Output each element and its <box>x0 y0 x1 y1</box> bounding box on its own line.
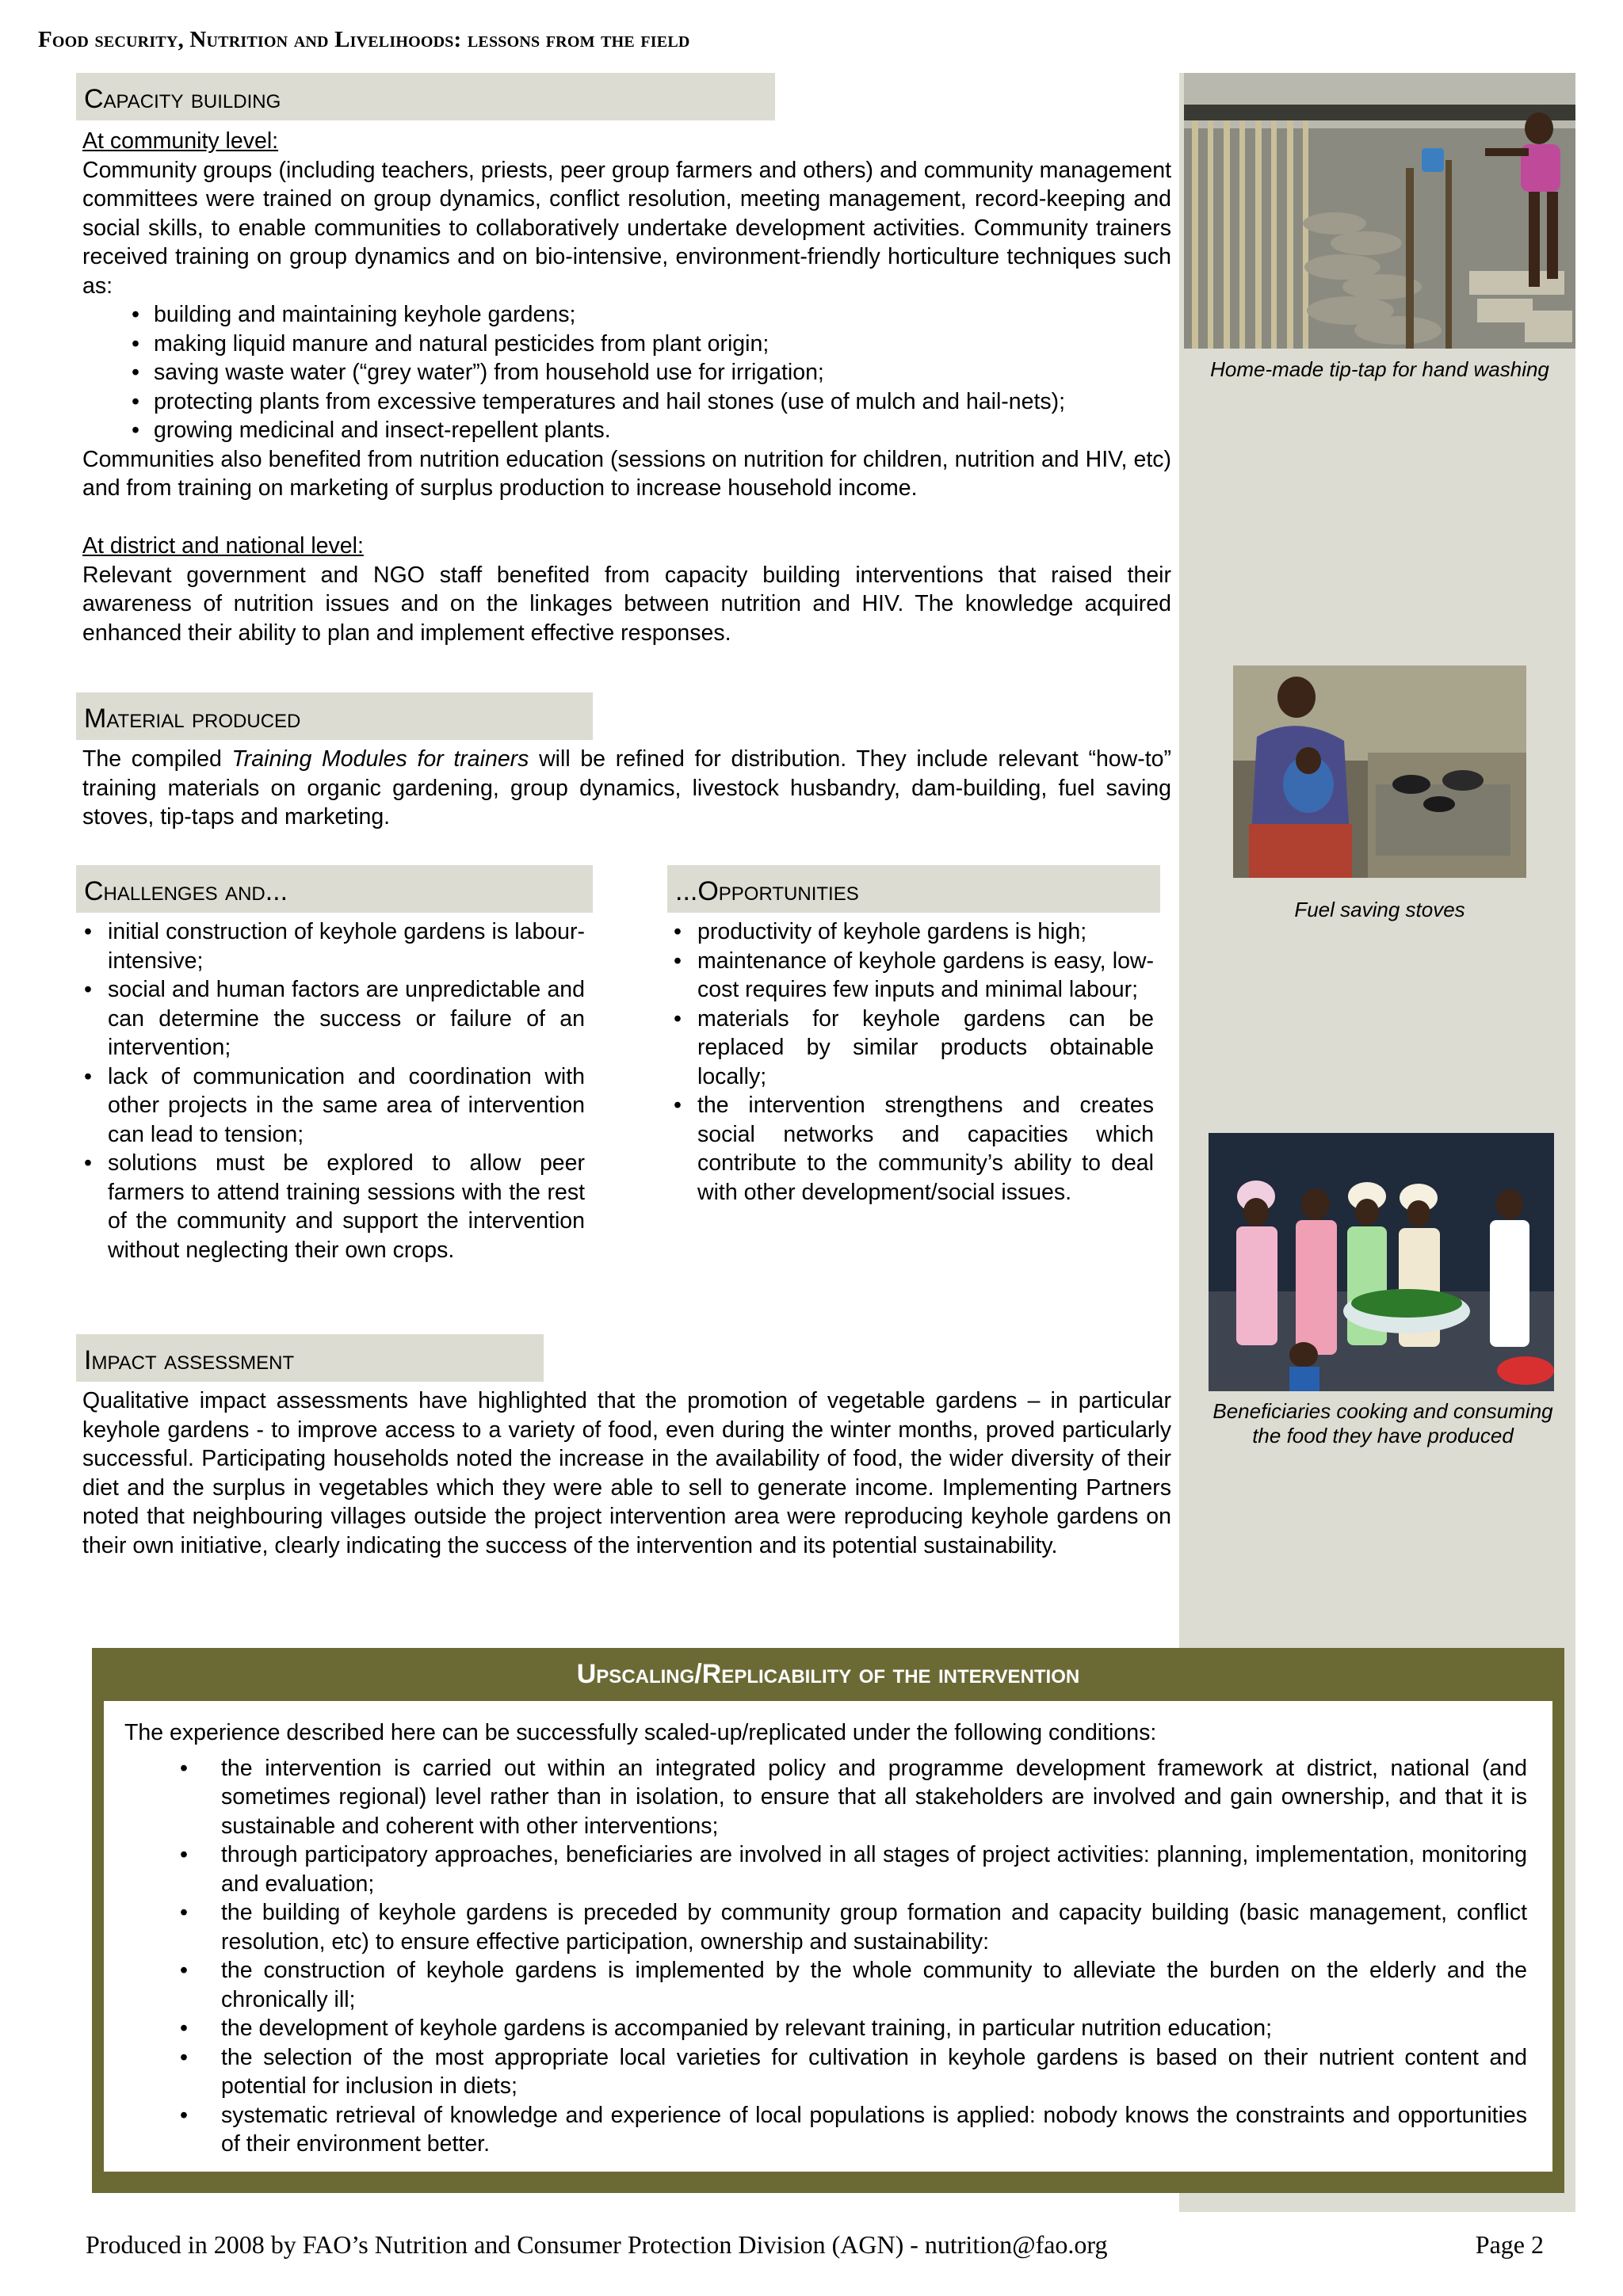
page-footer <box>86 2230 1544 2260</box>
upscaling-intro: The experience described here can be successfully scaled-up/replicated under the following conditions: <box>124 1720 1157 1745</box>
community-paragraph-2: Communities also benefited from nutrition education (sessions on nutrition for children, nutrition and HIV, etc) and from training on marketing of surplus production to increase household income. <box>82 446 1171 501</box>
material-produced-body <box>82 745 1171 832</box>
community-level-subheading: At community level: <box>82 128 279 154</box>
page-number: Page 2 <box>1475 2230 1544 2259</box>
challenges-list <box>82 917 585 1264</box>
opportunities-body <box>672 917 1154 1207</box>
capacity-building-heading: Capacity building <box>76 73 775 120</box>
list-item: • through participatory approaches, beneficiaries are involved in all stages of project activities: planning, implementation, monitoring and evaluation; <box>221 1840 1527 1898</box>
list-item: • solutions must be explored to allow peer farmers to attend training sessions with the rest of the community and support the intervention without neglecting their own crops. <box>108 1149 585 1264</box>
beneficiaries-photo <box>1209 1133 1554 1391</box>
capacity-building-body <box>82 127 1171 647</box>
list-item: • initial construction of keyhole gardens is labour-intensive; <box>108 917 585 975</box>
list-item: • making liquid manure and natural pesticides from plant origin; <box>154 330 1171 359</box>
conditions-list <box>124 1754 1527 2159</box>
community-paragraph: Community groups (including teachers, priests, peer group farmers and others) and community management committees were trained on group dynamics, conflict resolution, meeting management, record-keeping and social skills, to enable communities to collaboratively undertake development activities. Community trainers received training on group dynamics and on bio-intensive, environment-friendly horticulture techniques such as: <box>82 157 1171 299</box>
list-item: • maintenance of keyhole gardens is easy, low-cost requires few inputs and minimal labour; <box>697 947 1154 1005</box>
list-item: • saving waste water (“grey water”) from household use for irrigation; <box>154 358 1171 387</box>
beneficiaries-caption: Beneficiaries cooking and consuming the food they have produced <box>1212 1399 1553 1447</box>
list-item: • social and human factors are unpredictable and can determine the success or failure of an intervention; <box>108 975 585 1062</box>
material-paragraph: The compiled Training Modules for trainers will be refined for distribution. They include relevant “how-to” training materials on organic gardening, group dynamics, livestock husbandry, dam-building, fuel saving stoves, tip-taps and marketing. <box>82 746 1171 830</box>
list-item: • the construction of keyhole gardens is implemented by the whole community to alleviate the burden on the elderly and the chronically ill; <box>221 1956 1527 2014</box>
material-produced-heading: Material produced <box>76 692 593 740</box>
list-item: • the development of keyhole gardens is accompanied by relevant training, in particular nutrition education; <box>221 2014 1527 2043</box>
list-item: • the intervention is carried out within an integrated policy and programme development framework at district, national (and sometimes regional) level rather than in isolation, to ensure that all stakeholders are involved and gain ownership, and that it is sustainable and coherent with other interventions; <box>221 1754 1527 1841</box>
list-item: • the intervention strengthens and creates social networks and capacities which contribute to the community’s ability to deal with other development/social issues. <box>697 1091 1154 1207</box>
list-item: • productivity of keyhole gardens is high; <box>697 917 1154 947</box>
impact-paragraph: Qualitative impact assessments have highlighted that the promotion of vegetable gardens – in particular keyhole gardens - to improve access to a variety of food, even during the winter months, proved particularly successful. Participating households noted the increase in the availability of food, the wider diversity of their diet and the surplus in vegetables which they were able to sell to generate income. Implementing Partners noted that neighbouring villages outside the project intervention area were reproducing keyhole gardens on their own initiative, clearly indicating the success of the intervention and its potential sustainability. <box>82 1388 1171 1558</box>
challenges-heading: Challenges and... <box>76 865 593 913</box>
list-item: • the building of keyhole gardens is preceded by community group formation and capacity building (basic management, conflict resolution, etc) to ensure effective participation, ownership and sustainability: <box>221 1898 1527 1956</box>
running-header: Food security, Nutrition and Livelihoods: lessons from the field <box>38 27 690 52</box>
techniques-list <box>82 300 1171 445</box>
footer-credit: Produced in 2008 by FAO’s Nutrition and Consumer Protection Division (AGN) - nutrition@fao.org <box>86 2230 1108 2259</box>
impact-assessment-body <box>82 1386 1171 1560</box>
upscaling-title: Upscaling/Replicability of the intervention <box>576 1659 1080 1689</box>
district-paragraph: Relevant government and NGO staff benefited from capacity building interventions that raised their awareness of nutrition issues and on the linkages between nutrition and HIV. The knowledge acquired enhanced their ability to plan and implement effective responses. <box>82 562 1171 646</box>
list-item: • systematic retrieval of knowledge and experience of local populations is applied: nobody knows the constraints and opportunities of their environment better. <box>221 2101 1527 2159</box>
list-item: • the selection of the most appropriate local varieties for cultivation in keyhole gardens is based on their nutrient content and potential for inclusion in diets; <box>221 2043 1527 2101</box>
list-item: • growing medicinal and insect-repellent plants. <box>154 416 1171 445</box>
list-item: • protecting plants from excessive temperatures and hail stones (use of mulch and hail-nets); <box>154 387 1171 417</box>
upscaling-box <box>92 1648 1564 2193</box>
tip-tap-photo <box>1184 73 1575 349</box>
list-item: • materials for keyhole gardens can be replaced by similar products obtainable locally; <box>697 1005 1154 1092</box>
list-item: • building and maintaining keyhole gardens; <box>154 300 1171 330</box>
opportunities-list <box>672 917 1154 1207</box>
upscaling-content <box>101 1699 1555 2174</box>
opportunities-heading: ...Opportunities <box>667 865 1160 913</box>
district-level-subheading: At district and national level: <box>82 533 364 559</box>
challenges-body <box>82 917 585 1264</box>
fuel-stove-caption: Fuel saving stoves <box>1294 898 1465 921</box>
tip-tap-caption: Home-made tip-tap for hand washing <box>1210 357 1549 381</box>
fuel-stove-photo <box>1233 666 1526 878</box>
impact-assessment-heading: Impact assessment <box>76 1334 544 1382</box>
list-item: • lack of communication and coordination with other projects in the same area of intervention can lead to tension; <box>108 1062 585 1150</box>
